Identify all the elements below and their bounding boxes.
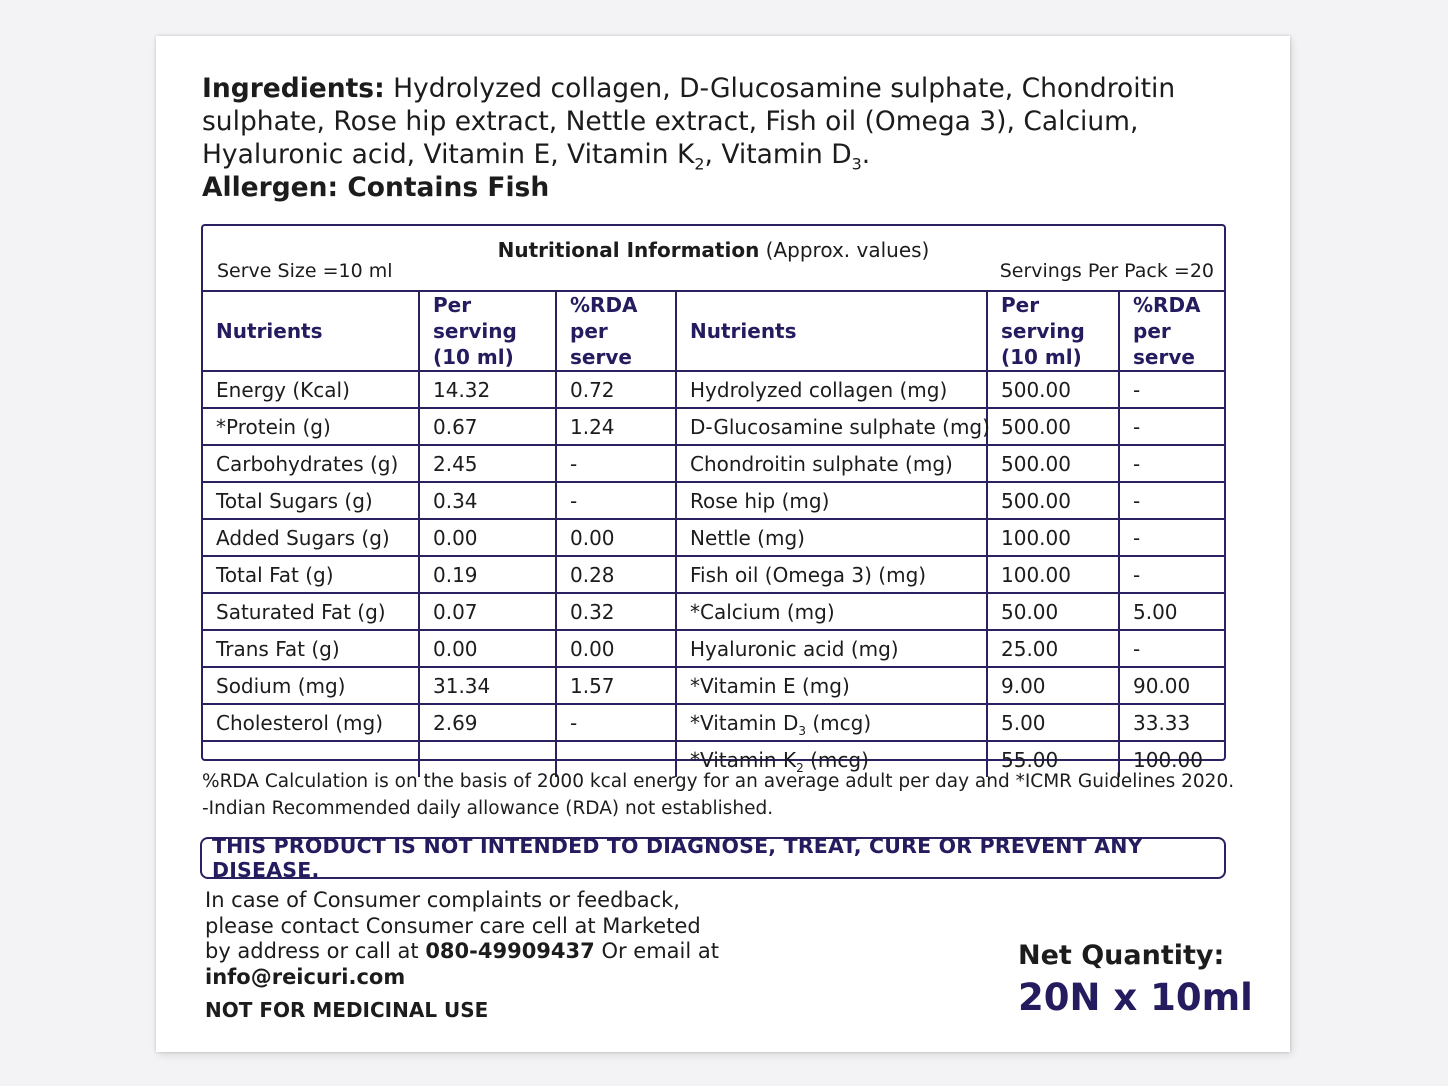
- left-nutrient: Total Sugars (g): [203, 482, 419, 519]
- ingredients-block: [202, 72, 1202, 204]
- right-rda: 100.00: [1119, 741, 1224, 777]
- ingredients-text-3c: .: [861, 139, 871, 170]
- left-per-serving: 31.34: [419, 667, 556, 704]
- right-rda: -: [1119, 556, 1224, 593]
- right-rda: 33.33: [1119, 704, 1224, 741]
- net-quantity-label: Net Quantity:: [1018, 940, 1225, 971]
- nutrition-title: [203, 238, 1224, 262]
- right-per-serving: 55.00: [987, 741, 1119, 777]
- right-rda: 90.00: [1119, 667, 1224, 704]
- left-nutrient: Energy (Kcal): [203, 371, 419, 408]
- header-rda-left: %RDA per serve: [556, 292, 676, 371]
- right-rda: -: [1119, 630, 1224, 667]
- header-nutrients-right: Nutrients: [676, 292, 987, 371]
- right-nutrient: *Vitamin $D_3$ (mcg): [676, 704, 987, 741]
- disclaimer-text: THIS PRODUCT IS NOT INTENDED TO DIAGNOSE, TREAT, CURE OR PREVENT ANY DISEASE.: [212, 834, 1143, 882]
- right-nutrient: *Vitamin E (mg): [676, 667, 987, 704]
- rda-note-1: %RDA Calculation is on the basis of 2000 kcal energy for an average adult per day and *ICMR Guidelines 2020.: [202, 771, 1235, 792]
- right-nutrient: *Calcium (mg): [676, 593, 987, 630]
- left-per-serving: 0.67: [419, 408, 556, 445]
- servings-per-pack: Servings Per Pack =20: [999, 260, 1214, 282]
- left-per-serving: 0.00: [419, 519, 556, 556]
- table-row: [203, 482, 1224, 519]
- left-rda: 0.00: [556, 630, 676, 667]
- table-row: [203, 630, 1224, 667]
- contact-line-2: please contact Consumer care cell at Marketed: [205, 913, 701, 938]
- left-per-serving: 0.07: [419, 593, 556, 630]
- right-rda: 5.00: [1119, 593, 1224, 630]
- header-rda-right: %RDA per serve: [1119, 292, 1224, 371]
- right-nutrient: Rose hip (mg): [676, 482, 987, 519]
- right-rda: -: [1119, 482, 1224, 519]
- table-row: [203, 445, 1224, 482]
- contact-line-3b: Or email at: [594, 939, 719, 963]
- right-rda: -: [1119, 445, 1224, 482]
- table-row: [203, 556, 1224, 593]
- table-row: [203, 371, 1224, 408]
- table-row: [203, 667, 1224, 704]
- nutrition-header-row: [203, 292, 1224, 371]
- table-row: [203, 593, 1224, 630]
- left-nutrient: Total Fat (g): [203, 556, 419, 593]
- allergen-statement: Allergen: Contains Fish: [202, 172, 550, 203]
- ingredients-sub-d: 3: [851, 154, 862, 174]
- right-per-serving: 500.00: [987, 445, 1119, 482]
- right-nutrient: Hydrolyzed collagen (mg): [676, 371, 987, 408]
- right-per-serving: 100.00: [987, 556, 1119, 593]
- left-rda: -: [556, 704, 676, 741]
- consumer-contact: [205, 888, 725, 990]
- table-row: [203, 408, 1224, 445]
- rda-note-2: -Indian Recommended daily allowance (RDA) not established.: [202, 798, 774, 819]
- left-rda: 0.00: [556, 519, 676, 556]
- contact-line-1: In case of Consumer complaints or feedback,: [205, 888, 680, 912]
- nutrition-table: [201, 224, 1226, 775]
- left-nutrient: Added Sugars (g): [203, 519, 419, 556]
- right-nutrient: *Vitamin $K_2$ (mcg): [676, 741, 987, 777]
- left-nutrient: Trans Fat (g): [203, 630, 419, 667]
- right-nutrient: Nettle (mg): [676, 519, 987, 556]
- nutrition-header: [203, 226, 1224, 292]
- header-per-serving-left: Per serving (10 ml): [419, 292, 556, 371]
- right-per-serving: 500.00: [987, 408, 1119, 445]
- ingredients-label: Ingredients:: [202, 73, 385, 104]
- right-nutrient: D-Glucosamine sulphate (mg): [676, 408, 987, 445]
- right-rda: -: [1119, 371, 1224, 408]
- left-nutrient: Sodium (mg): [203, 667, 419, 704]
- right-per-serving: 500.00: [987, 482, 1119, 519]
- nutrition-title-note: (Approx. values): [759, 238, 930, 262]
- right-nutrient: Hyaluronic acid (mg): [676, 630, 987, 667]
- nutrition-grid: [203, 292, 1224, 777]
- right-per-serving: 9.00: [987, 667, 1119, 704]
- left-per-serving: 0.19: [419, 556, 556, 593]
- ingredients-text-3b: , Vitamin D: [704, 139, 852, 170]
- right-per-serving: 50.00: [987, 593, 1119, 630]
- contact-phone[interactable]: 080-49909437: [425, 939, 595, 963]
- left-nutrient: Carbohydrates (g): [203, 445, 419, 482]
- left-per-serving: 14.32: [419, 371, 556, 408]
- right-per-serving: 500.00: [987, 371, 1119, 408]
- right-rda: -: [1119, 408, 1224, 445]
- left-nutrient: Saturated Fat (g): [203, 593, 419, 630]
- nutrition-title-main: Nutritional Information: [497, 238, 760, 262]
- net-quantity-value: 20N x 10ml: [1018, 976, 1253, 1019]
- not-for-medicinal-use: NOT FOR MEDICINAL USE: [205, 998, 489, 1022]
- left-rda: -: [556, 482, 676, 519]
- ingredients-text-3a: Hyaluronic acid, Vitamin E, Vitamin K: [202, 139, 695, 170]
- left-rda: 0.72: [556, 371, 676, 408]
- left-nutrient: Cholesterol (mg): [203, 704, 419, 741]
- left-nutrient: *Protein (g): [203, 408, 419, 445]
- left-rda: 0.28: [556, 556, 676, 593]
- left-per-serving: 0.34: [419, 482, 556, 519]
- header-nutrients-left: Nutrients: [203, 292, 419, 371]
- left-per-serving: 2.69: [419, 704, 556, 741]
- left-rda: 0.32: [556, 593, 676, 630]
- right-per-serving: 5.00: [987, 704, 1119, 741]
- right-nutrient: Fish oil (Omega 3) (mg): [676, 556, 987, 593]
- ingredients-text-2: sulphate, Rose hip extract, Nettle extract, Fish oil (Omega 3), Calcium,: [202, 106, 1139, 137]
- right-nutrient: Chondroitin sulphate (mg): [676, 445, 987, 482]
- table-row: [203, 704, 1224, 741]
- serve-size: Serve Size =10 ml: [217, 260, 393, 282]
- table-row: [203, 519, 1224, 556]
- right-per-serving: 100.00: [987, 519, 1119, 556]
- left-rda: -: [556, 445, 676, 482]
- left-rda: 1.57: [556, 667, 676, 704]
- contact-line-3a: by address or call at: [205, 939, 426, 963]
- left-rda: 1.24: [556, 408, 676, 445]
- rda-notes: [202, 768, 1234, 822]
- right-per-serving: 25.00: [987, 630, 1119, 667]
- header-per-serving-right: Per serving (10 ml): [987, 292, 1119, 371]
- left-per-serving: 0.00: [419, 630, 556, 667]
- ingredients-sub-k: 2: [694, 154, 705, 174]
- ingredients-text-1: Hydrolyzed collagen, D-Glucosamine sulphate, Chondroitin: [384, 73, 1176, 104]
- contact-email[interactable]: info@reicuri.com: [205, 964, 406, 989]
- disclaimer-box: [200, 834, 1226, 882]
- right-rda: -: [1119, 519, 1224, 556]
- left-per-serving: 2.45: [419, 445, 556, 482]
